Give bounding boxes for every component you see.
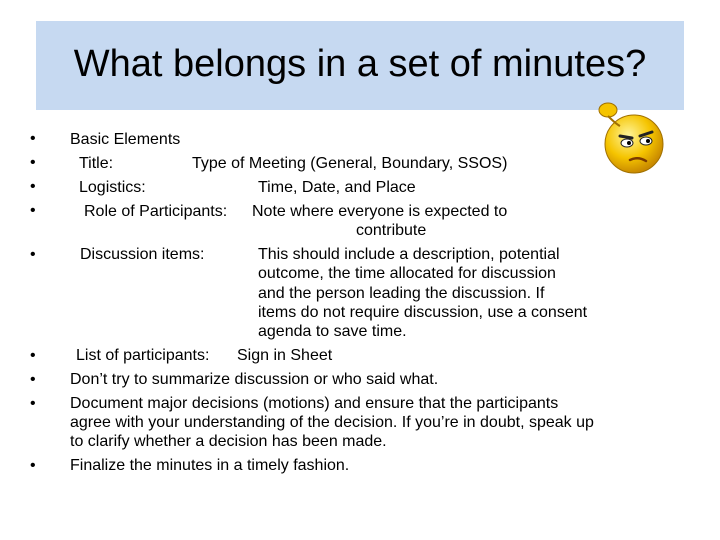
participants-value: Sign in Sheet xyxy=(237,347,333,364)
bullet-dot: • xyxy=(30,371,36,388)
discussion-value-line: This should include a description, potential xyxy=(258,246,560,263)
decisions-line: to clarify whether a decision has been made. xyxy=(70,433,387,450)
logistics-label: Logistics: xyxy=(79,179,146,196)
discussion-value-line: and the person leading the discussion. If xyxy=(258,285,545,302)
bullet-dot: • xyxy=(30,347,36,364)
role-value-line: contribute xyxy=(356,222,427,239)
decisions-line: Document major decisions (motions) and ensure that the participants xyxy=(70,395,559,412)
logistics-value: Time, Date, and Place xyxy=(258,179,416,196)
slide-title: What belongs in a set of minutes? xyxy=(73,43,647,85)
discussion-value-line: outcome, the time allocated for discussion xyxy=(258,265,556,282)
bullet-basic-elements: Basic Elements xyxy=(70,131,181,148)
title-value: Type of Meeting (General, Boundary, SSOS) xyxy=(192,155,508,172)
role-value-line: Note where everyone is expected to xyxy=(252,203,508,220)
bullet-dot: • xyxy=(30,178,36,195)
discussion-value-line: agenda to save time. xyxy=(258,323,407,340)
role-label: Role of Participants: xyxy=(84,203,228,220)
bullet-finalize: Finalize the minutes in a timely fashion. xyxy=(70,457,350,474)
title-label: Title: xyxy=(79,155,114,172)
bullet-summarize: Don’t try to summarize discussion or who said what. xyxy=(70,371,439,388)
bullet-dot: • xyxy=(30,202,36,219)
bullet-dot: • xyxy=(30,154,36,171)
bullet-dot: • xyxy=(30,395,36,412)
discussion-value-line: items do not require discussion, use a consent xyxy=(258,304,588,321)
bullet-dot: • xyxy=(30,457,36,474)
discussion-label: Discussion items: xyxy=(80,246,205,263)
bullet-dot: • xyxy=(30,246,36,263)
bullet-dot: • xyxy=(30,130,36,147)
decisions-line: agree with your understanding of the decision. If you’re in doubt, speak up xyxy=(70,414,594,431)
participants-label: List of participants: xyxy=(76,347,210,364)
